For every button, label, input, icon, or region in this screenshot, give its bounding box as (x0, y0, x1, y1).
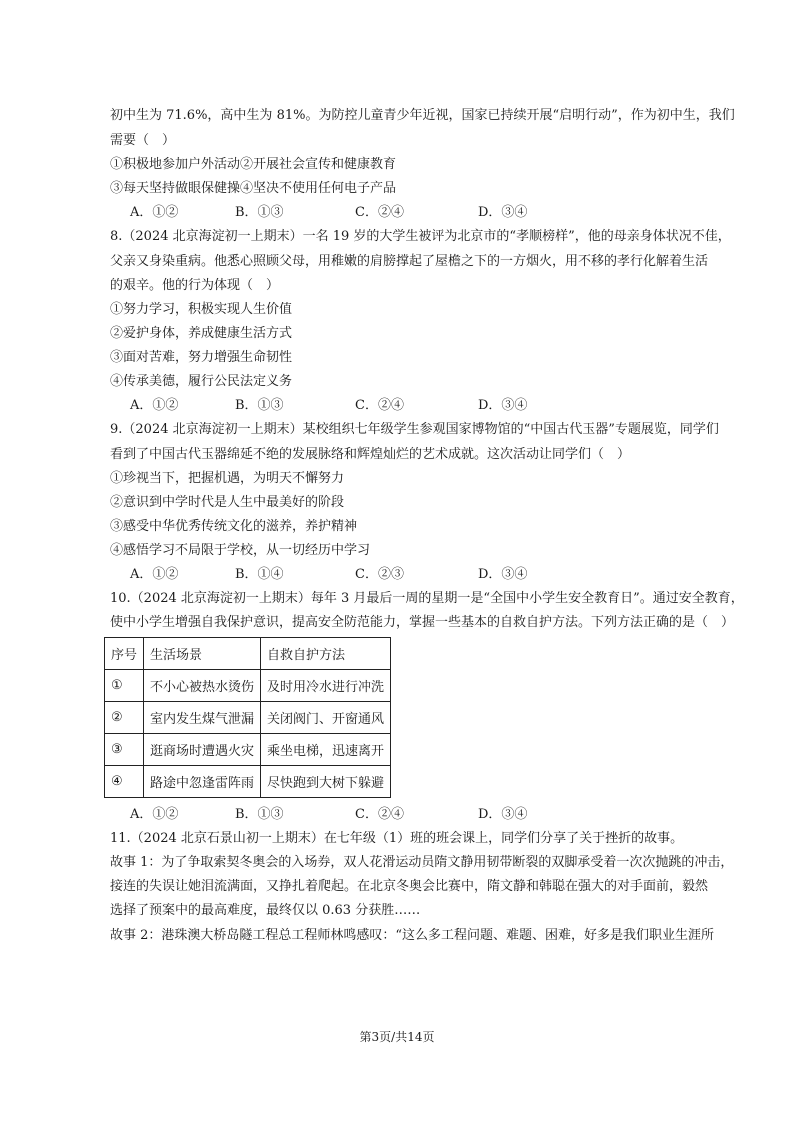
q7-text-line-2: 需要（ ） (110, 133, 176, 148)
q11-stem-line-1: 11.（2024 北京石景山初一上期末）在七年级（1）班的班会课上，同学们分享了关于挫折的故事。 (110, 831, 684, 846)
q10-option-b: B．①③ (235, 807, 284, 822)
q10-options (110, 807, 670, 823)
table-cell: 室内发生煤气泄漏 (144, 702, 261, 734)
table-row (105, 766, 391, 798)
q8-statement-2: ②爱护身体，养成健康生活方式 (110, 326, 293, 341)
q8-statement-1: ①努力学习，积极实现人生价值 (110, 302, 293, 317)
q8-option-b: B．①③ (235, 398, 284, 413)
q11-story-1-line-3: 选择了预案中的最高难度，最终仅以 0.63 分获胜…… (110, 903, 421, 918)
q10-option-a: A．①② (130, 807, 179, 822)
q9-statement-4: ④感悟学习不局限于学校，从一切经历中学习 (110, 543, 371, 558)
q10-option-d: D．③④ (478, 807, 528, 822)
q8-stem-line-2: 父亲又身染重病。他悉心照顾父母，用稚嫩的肩膀撑起了屋檐之下的一方烟火，用不移的孝行化解着生活 (110, 254, 709, 269)
table-header-cell: 生活场景 (144, 638, 261, 670)
table-cell: ③ (105, 734, 144, 766)
q8-option-c: C．②④ (355, 398, 404, 413)
table-cell: 不小心被热水烫伤 (144, 670, 261, 702)
table-row (105, 734, 391, 766)
table-cell: 乘坐电梯，迅速离开 (261, 734, 391, 766)
table-row (105, 670, 391, 702)
q9-option-a: A．①② (130, 567, 179, 582)
q7-option-b: B．①③ (235, 205, 284, 220)
q9-option-c: C．②③ (355, 567, 404, 582)
table-cell: 尽快跑到大树下躲避 (261, 766, 391, 798)
q11-story-1-line-1: 故事 1：为了争取索契冬奥会的入场券，双人花滑运动员隋文静用韧带断裂的双脚承受着一次次抛跳的冲击， (110, 855, 734, 870)
q8-statement-4: ④传承美德，履行公民法定义务 (110, 374, 293, 389)
q8-stem-line-1: 8.（2024 北京海淀初一上期末）一名 19 岁的大学生被评为北京市的“孝顺榜样”，他的母亲身体状况不佳， (110, 229, 731, 244)
table-cell: ① (105, 670, 144, 702)
q11-story-2-line-1: 故事 2：港珠澳大桥岛隧工程总工程师林鸣感叹：“这么多工程问题、难题、困难，好多是我们职业生涯所 (110, 928, 715, 943)
q10-option-c: C．②④ (355, 807, 404, 822)
table-header-cell: 序号 (105, 638, 144, 670)
q7-text-line-1: 初中生为 71.6%，高中生为 81%。为防控儿童青少年近视，国家已持续开展“启明行动”，作为初中生，我们 (110, 108, 735, 123)
table-cell: ② (105, 702, 144, 734)
q9-option-d: D．③④ (478, 567, 528, 582)
q7-statement-1-2: ①积极地参加户外活动②开展社会宣传和健康教育 (110, 157, 397, 172)
q9-statement-2: ②意识到中学时代是人生中最美好的阶段 (110, 495, 345, 510)
q10-stem-line-2: 使中小学生增强自我保护意识，提高安全防范能力，掌握一些基本的自救自护方法。下列方法正确的是（ ） (110, 615, 735, 630)
q10-stem-line-1: 10.（2024 北京海淀初一上期末）每年 3 月最后一周的星期一是“全国中小学生安全教育日”。通过安全教育， (110, 591, 744, 606)
q9-statement-1: ①珍视当下，把握机遇，为明天不懈努力 (110, 471, 345, 486)
q8-option-d: D．③④ (478, 398, 528, 413)
q7-option-c: C．②④ (355, 205, 404, 220)
page-footer: 第3页/共14页 (359, 1030, 435, 1044)
q11-story-1-line-2: 接连的失误让她泪流满面，又挣扎着爬起。在北京冬奥会比赛中，隋文静和韩聪在强大的对手面前，毅然 (110, 879, 709, 894)
q8-stem-line-3: 的艰辛。他的行为体现（ ） (110, 278, 280, 293)
q8-options (110, 398, 670, 414)
q9-options (110, 567, 670, 583)
q8-option-a: A．①② (130, 398, 179, 413)
table-cell: ④ (105, 766, 144, 798)
table-cell: 关闭阀门、开窗通风 (261, 702, 391, 734)
q9-statement-3: ③感受中华优秀传统文化的滋养，养护精神 (110, 519, 358, 534)
q9-stem-line-2: 看到了中国古代玉器绵延不绝的发展脉络和辉煌灿烂的艺术成就。这次活动让同学们（ ） (110, 447, 631, 462)
q9-stem-line-1: 9.（2024 北京海淀初一上期末）某校组织七年级学生参观国家博物馆的“中国古代玉器”专题展览，同学们 (110, 422, 719, 437)
table-header-cell: 自救自护方法 (261, 638, 391, 670)
q9-option-b: B．①④ (235, 567, 284, 582)
q7-option-a: A．①② (130, 205, 179, 220)
table-cell: 路途中忽逢雷阵雨 (144, 766, 261, 798)
table-cell: 及时用冷水进行冲洗 (261, 670, 391, 702)
table-header-row (105, 638, 391, 670)
table-row (105, 702, 391, 734)
table-cell: 逛商场时遭遇火灾 (144, 734, 261, 766)
q8-statement-3: ③面对苦难，努力增强生命韧性 (110, 350, 293, 365)
safety-methods-table (104, 637, 391, 798)
q7-option-d: D．③④ (478, 205, 528, 220)
q7-statement-3-4: ③每天坚持做眼保健操④坚决不使用任何电子产品 (110, 181, 397, 196)
q7-options (110, 205, 670, 221)
